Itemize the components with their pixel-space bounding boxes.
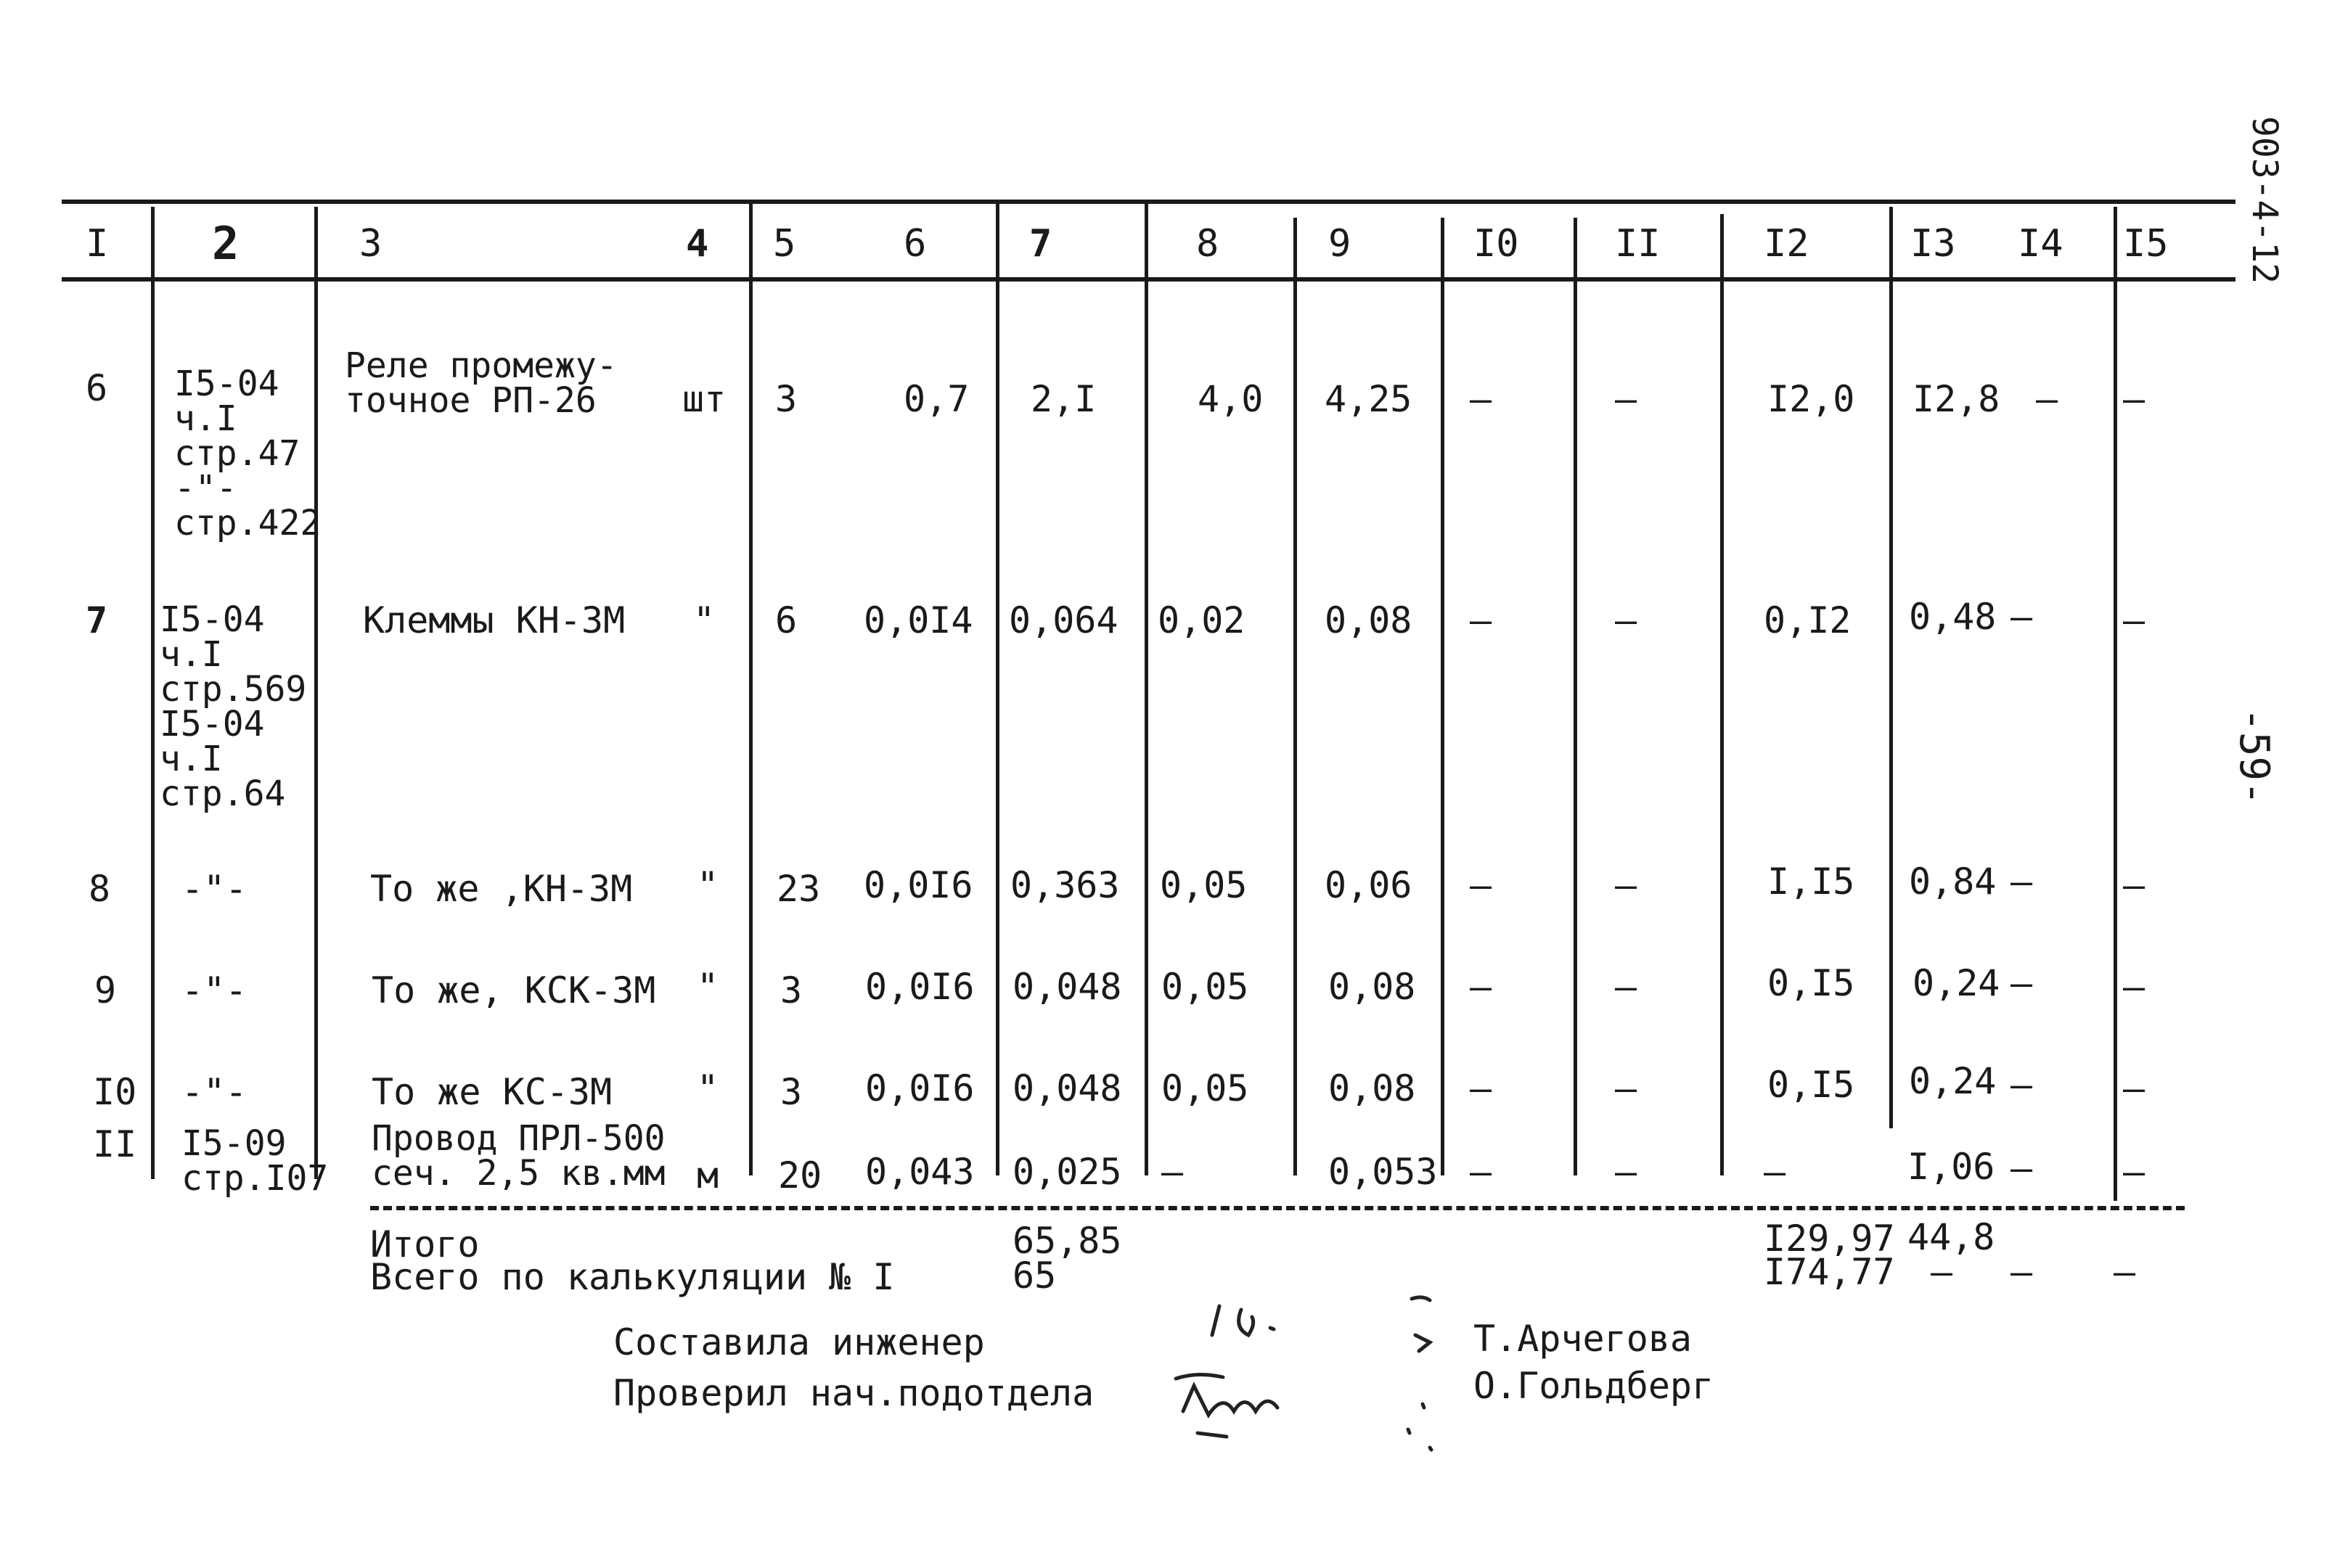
vsego-col-12: I74,77 — [1764, 1251, 1895, 1293]
row-col-8: 0,05 — [1161, 1067, 1249, 1109]
row-col-5: 3 — [780, 969, 803, 1011]
row-col-6: 0,0I6 — [865, 1067, 975, 1109]
row-col-13: I,06 — [1907, 1146, 1995, 1188]
col-divider-10 — [1574, 218, 1577, 1175]
row-name: То же ,КН-3М — [370, 868, 633, 910]
row-col-9: 0,06 — [1325, 864, 1412, 906]
row-col-13: 0,24 — [1909, 1060, 1997, 1102]
row-reference: I5-09 стр.I07 — [181, 1123, 329, 1199]
checked-by-name: О.Гольдберг — [1473, 1365, 1714, 1407]
row-col-12: I,I5 — [1767, 861, 1855, 903]
header-bottom-rule — [62, 277, 2235, 282]
row-col-13: 0,24 — [1912, 962, 2000, 1004]
row-col-7: 0,025 — [1012, 1151, 1122, 1193]
row-col-8: 4,0 — [1198, 378, 1264, 420]
row-unit: " — [697, 966, 719, 1008]
row-number: 9 — [94, 969, 117, 1011]
row-col-14: – — [2010, 962, 2033, 1004]
row-col-7: 0,048 — [1012, 966, 1122, 1008]
row-col-10: – — [1470, 864, 1492, 906]
row-col-14: – — [2010, 861, 2033, 903]
row-col-6: 0,043 — [865, 1151, 975, 1193]
row-col-15: – — [2123, 1067, 2145, 1109]
header-col-7: 7 — [1029, 222, 1052, 266]
row-unit: " — [697, 1067, 719, 1109]
header-col-14: I4 — [2018, 222, 2063, 266]
col-divider-11 — [1720, 214, 1724, 1175]
row-col-7: 0,048 — [1012, 1067, 1122, 1109]
table-top-rule — [62, 200, 2235, 204]
row-col-7: 0,064 — [1009, 599, 1118, 641]
header-col-3: 3 — [359, 222, 382, 266]
header-col-13: I3 — [1910, 222, 1956, 266]
itogo-col-7: 65,85 — [1012, 1220, 1122, 1262]
row-col-10: – — [1470, 1151, 1492, 1193]
row-name: То же КС-3М — [372, 1071, 613, 1113]
row-reference: -"- — [181, 868, 248, 910]
row-col-11: – — [1615, 378, 1637, 420]
row-col-12: 0,I5 — [1767, 962, 1855, 1004]
header-col-10: I0 — [1473, 222, 1519, 266]
row-reference: I5-04 ч.I стр.569 I5-04 ч.I стр.64 — [160, 599, 307, 814]
row-col-11: – — [1615, 864, 1637, 906]
row-col-13: 0,84 — [1909, 861, 1997, 903]
row-col-9: 0,08 — [1325, 599, 1412, 641]
row-col-5: 3 — [780, 1071, 803, 1113]
col-divider-7 — [1145, 203, 1148, 1175]
row-col-9: 0,053 — [1328, 1151, 1438, 1193]
header-col-5: 5 — [773, 222, 796, 266]
row-number: 8 — [89, 868, 111, 910]
col-divider-4 — [749, 203, 753, 1175]
handwritten-signature — [1154, 1284, 1459, 1458]
col-divider-1 — [151, 207, 155, 1179]
row-col-10: – — [1470, 966, 1492, 1008]
row-col-12: 0,I5 — [1767, 1064, 1855, 1106]
row-col-8: 0,05 — [1161, 966, 1249, 1008]
itogo-col-12: I29,97 — [1764, 1218, 1895, 1260]
row-col-15: – — [2123, 378, 2145, 420]
vsego-label: Всего по калькуляции № I — [370, 1256, 895, 1298]
header-col-8: 8 — [1196, 222, 1219, 266]
row-unit: шт — [682, 378, 727, 420]
row-name: То же, КСК-3М — [372, 969, 656, 1011]
row-number: 7 — [86, 599, 108, 641]
row-col-8: 0,02 — [1158, 599, 1245, 641]
row-unit: " — [697, 864, 719, 906]
row-col-10: – — [1470, 1067, 1492, 1109]
row-col-10: – — [1470, 599, 1492, 641]
row-reference: -"- — [181, 1071, 248, 1113]
row-col-6: 0,0I4 — [864, 599, 973, 641]
row-col-11: – — [1615, 599, 1637, 641]
header-col-2: 2 — [212, 217, 240, 270]
row-col-13: I2,8 — [1912, 378, 2000, 420]
compiled-by-name: Т.Арчегова — [1473, 1318, 1693, 1360]
vsego-col-14: – — [2010, 1251, 2033, 1293]
row-col-14: – — [2010, 596, 2033, 638]
row-col-6: 0,7 — [904, 378, 970, 420]
row-col-5: 3 — [775, 378, 798, 420]
row-col-13: 0,48 — [1909, 596, 1997, 638]
row-col-9: 4,25 — [1325, 378, 1412, 420]
col-divider-9 — [1441, 218, 1444, 1175]
col-divider-14 — [2114, 207, 2117, 1201]
row-col-11: – — [1615, 966, 1637, 1008]
row-col-14: – — [2010, 1147, 2033, 1189]
row-col-15: – — [2123, 599, 2145, 641]
row-col-14: – — [2010, 1064, 2033, 1106]
header-col-11: II — [1615, 222, 1661, 266]
row-name: Клеммы КН-3М — [363, 599, 626, 641]
row-number: 6 — [86, 367, 108, 409]
row-col-15: – — [2123, 966, 2145, 1008]
row-col-9: 0,08 — [1328, 966, 1416, 1008]
row-col-12: I2,0 — [1767, 378, 1855, 420]
vsego-col-13: – — [1931, 1251, 1953, 1293]
row-col-5: 20 — [778, 1154, 822, 1196]
totals-dashed-rule — [370, 1206, 2185, 1210]
header-col-6: 6 — [904, 222, 927, 266]
row-name: Реле промежу- точное РП-26 — [345, 345, 618, 421]
row-col-11: – — [1615, 1151, 1637, 1193]
header-col-12: I2 — [1764, 222, 1809, 266]
row-col-6: 0,0I6 — [864, 864, 973, 906]
col-divider-12 — [1889, 207, 1893, 1128]
row-number: I0 — [93, 1071, 137, 1113]
itogo-label: Итого — [370, 1223, 480, 1265]
row-col-8: 0,05 — [1160, 864, 1248, 906]
row-col-11: – — [1615, 1067, 1637, 1109]
compiled-by-label: Составила инженер — [613, 1321, 985, 1363]
row-col-15: – — [2123, 1151, 2145, 1193]
row-col-10: – — [1470, 378, 1492, 420]
col-divider-2 — [314, 207, 318, 1179]
row-reference: -"- — [181, 969, 248, 1011]
row-reference: I5-04 ч.I стр.47 -"- стр.422 — [174, 364, 322, 543]
row-col-7: 2,I — [1031, 378, 1097, 420]
row-col-14: – — [2036, 378, 2058, 420]
header-col-15: I5 — [2123, 222, 2169, 266]
row-col-5: 23 — [777, 868, 821, 910]
header-col-9: 9 — [1328, 222, 1351, 266]
header-col-1: I — [86, 222, 109, 266]
row-col-12: 0,I2 — [1764, 599, 1852, 641]
itogo-col-13: 44,8 — [1907, 1216, 1995, 1258]
row-unit: м — [697, 1154, 719, 1196]
row-unit: " — [693, 599, 716, 641]
header-col-4: 4 — [686, 222, 709, 266]
col-divider-8 — [1293, 218, 1297, 1175]
row-col-9: 0,08 — [1328, 1067, 1416, 1109]
vsego-col-15: – — [2114, 1251, 2136, 1293]
page-number: -59- — [2230, 707, 2278, 805]
vsego-col-7: 65 — [1012, 1255, 1057, 1297]
row-col-12: – — [1764, 1151, 1786, 1193]
col-divider-6 — [996, 203, 999, 1175]
row-col-7: 0,363 — [1010, 864, 1120, 906]
document-code: 903-4-12 — [2244, 116, 2285, 284]
row-col-15: – — [2123, 864, 2145, 906]
checked-by-label: Проверил нач.подотдела — [613, 1372, 1095, 1414]
row-col-5: 6 — [775, 599, 798, 641]
row-number: II — [93, 1123, 137, 1165]
row-col-6: 0,0I6 — [865, 966, 975, 1008]
row-name: Провод ПРЛ-500 сеч. 2,5 кв.мм — [372, 1118, 666, 1194]
row-col-8: – — [1161, 1151, 1184, 1193]
